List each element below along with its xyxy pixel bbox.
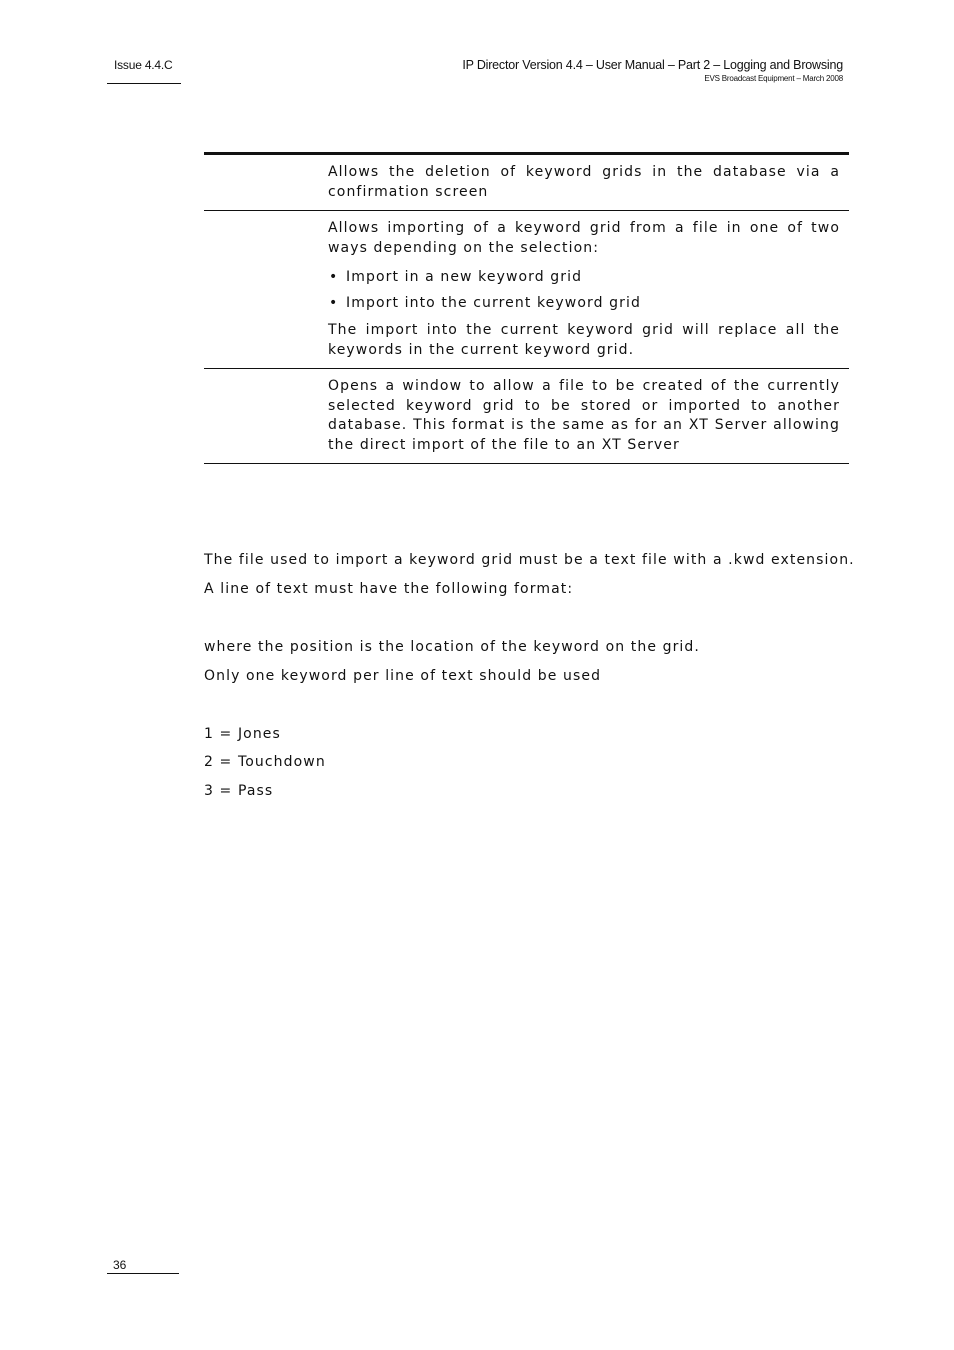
issue-label: Issue 4.4.C (114, 58, 173, 72)
paragraph: A line of text must have the following format: (204, 581, 574, 597)
row-description: Allows the deletion of keyword grids in the database via a confirmation screen (328, 164, 840, 200)
list-item: • Import into the current keyword grid (329, 295, 641, 311)
paragraph: Only one keyword per line of text should be used (204, 668, 602, 684)
footer-rule (107, 1273, 179, 1274)
document-title: IP Director Version 4.4 – User Manual – Part 2 – Logging and Browsing (462, 58, 843, 72)
paragraph: The file used to import a keyword grid must be a text file with a .kwd extension. (204, 552, 855, 568)
description-table (204, 152, 849, 464)
bullet-icon: • (329, 295, 339, 311)
row-note: The import into the current keyword grid will replace all the keywords in the current keyword grid. (328, 322, 840, 358)
paragraph: where the position is the location of the keyword on the grid. (204, 639, 700, 655)
bullet-list (328, 268, 840, 313)
example-line: 1 = Jones (204, 726, 281, 742)
row-description: Opens a window to allow a file to be created of the currently selected keyword grid to be stored or imported to another database. This format is the same as for an XT Server allowing the direct import of the file to an XT Server (328, 378, 840, 453)
list-item: • Import in a new keyword grid (329, 269, 583, 285)
header-rule (107, 83, 181, 84)
table-row (204, 369, 849, 464)
page-number: 36 (113, 1258, 127, 1272)
table-row (204, 211, 849, 369)
row-description: Allows importing of a keyword grid from a file in one of two ways depending on the selection: (328, 220, 840, 256)
table-row (204, 155, 849, 211)
example-line: 3 = Pass (204, 783, 274, 799)
example-line: 2 = Touchdown (204, 754, 326, 770)
document-subtitle: EVS Broadcast Equipment – March 2008 (704, 74, 843, 83)
bullet-icon: • (329, 269, 339, 285)
